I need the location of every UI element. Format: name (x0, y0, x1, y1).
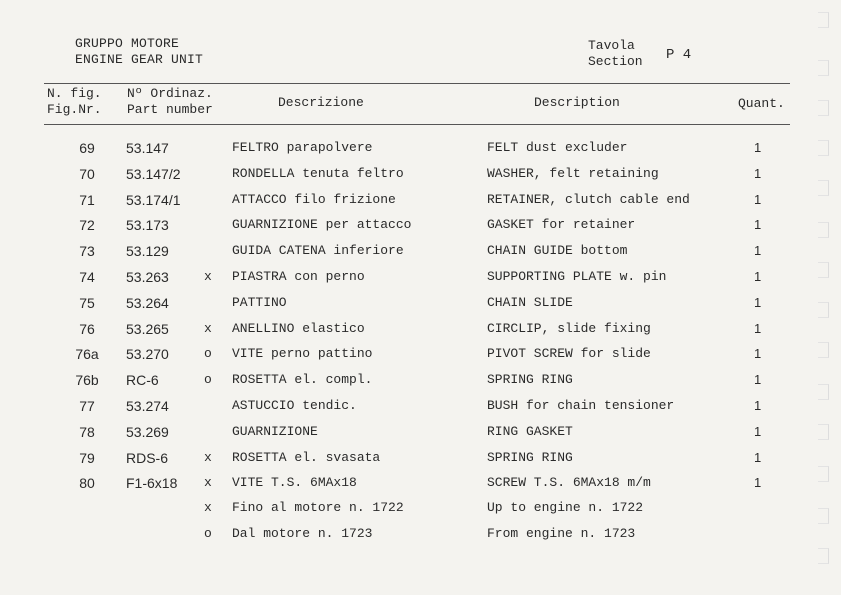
engine-range-notes (0, 497, 841, 549)
part-number: 53.274 (126, 397, 169, 414)
description-it: GUARNIZIONE (232, 423, 318, 439)
column-header-fig-en: Fig.Nr. (47, 102, 102, 117)
table-row (0, 342, 841, 368)
table-row (0, 394, 841, 420)
binder-mark (818, 180, 829, 196)
note-mark: o (204, 526, 212, 541)
description-it: ROSETTA el. svasata (232, 449, 381, 465)
part-number: F1-6x18 (126, 475, 178, 492)
quantity: 1 (754, 243, 762, 259)
fig-number: 77 (79, 397, 95, 414)
engine-range-mark: x (204, 320, 212, 336)
quantity: 1 (754, 191, 762, 207)
fig-number: 76 (79, 320, 95, 337)
fig-number: 76a (75, 346, 99, 363)
binder-mark (818, 384, 829, 400)
part-number: 53.173 (126, 217, 169, 234)
description-en: PIVOT SCREW for slide (487, 346, 651, 362)
fig-number: 72 (79, 217, 95, 234)
column-header-part-number (127, 86, 213, 118)
group-title-it: GRUPPO MOTORE (75, 36, 180, 51)
fig-number: 79 (79, 449, 95, 466)
quantity: 1 (754, 320, 762, 336)
binder-mark (818, 548, 829, 564)
binder-mark (818, 302, 829, 318)
quantity: 1 (754, 346, 762, 362)
engine-range-mark: x (204, 475, 212, 491)
binder-mark (818, 140, 829, 156)
table-row (0, 368, 841, 394)
fig-number: 74 (79, 268, 95, 285)
description-en: WASHER, felt retaining (487, 165, 659, 181)
description-it: PIASTRA con perno (232, 268, 365, 284)
description-it: VITE perno pattino (232, 346, 373, 362)
quantity: 1 (754, 423, 762, 439)
binder-mark (818, 508, 829, 524)
quantity: 1 (754, 217, 762, 233)
description-en: SUPPORTING PLATE w. pin (487, 268, 667, 284)
quantity: 1 (754, 475, 762, 491)
description-en: FELT dust excluder (487, 140, 628, 155)
group-title-en: ENGINE GEAR UNIT (75, 52, 204, 67)
table-row (0, 136, 841, 162)
part-number: 53.269 (126, 423, 169, 440)
quantity: 1 (754, 294, 762, 310)
header-rule-top (44, 83, 790, 84)
description-it: VITE T.S. 6MAx18 (232, 475, 357, 491)
group-title (75, 36, 203, 68)
binder-mark (818, 466, 829, 482)
description-en: RETAINER, clutch cable end (487, 191, 690, 207)
description-en: SPRING RING (487, 449, 573, 465)
fig-number: 80 (79, 475, 95, 492)
part-number: 53.263 (126, 268, 169, 285)
description-it: GUARNIZIONE per attacco (232, 217, 412, 233)
table-row (0, 265, 841, 291)
note-row (0, 523, 841, 549)
part-number: 53.265 (126, 320, 169, 337)
part-number: 53.147/2 (126, 165, 181, 182)
description-en: CHAIN GUIDE bottom (487, 243, 628, 259)
table-row (0, 162, 841, 188)
engine-range-mark: x (204, 268, 212, 284)
table-label-it: Tavola (588, 38, 635, 53)
description-it: ANELLINO elastico (232, 320, 365, 336)
part-number: 53.147 (126, 140, 169, 156)
description-en: CHAIN SLIDE (487, 294, 573, 310)
note-text-it: Fino al motore n. 1722 (232, 500, 404, 515)
description-it: GUIDA CATENA inferiore (232, 243, 404, 259)
part-number: RC-6 (126, 372, 159, 389)
part-number: 53.264 (126, 294, 169, 311)
engine-range-mark: o (204, 372, 212, 388)
fig-number: 78 (79, 423, 95, 440)
quantity: 1 (754, 449, 762, 465)
table-row (0, 291, 841, 317)
binder-mark (818, 60, 829, 76)
quantity: 1 (754, 140, 762, 155)
binder-mark (818, 12, 829, 28)
column-header-fig-it: N. fig. (47, 86, 102, 101)
binder-mark (818, 342, 829, 358)
engine-range-mark: o (204, 346, 212, 362)
column-header-fig (47, 86, 102, 118)
binder-mark (818, 100, 829, 116)
description-it: ATTACCO filo frizione (232, 191, 396, 207)
engine-range-mark: x (204, 449, 212, 465)
quantity: 1 (754, 268, 762, 284)
description-en: CIRCLIP, slide fixing (487, 320, 651, 336)
table-row (0, 188, 841, 214)
note-row (0, 497, 841, 523)
part-number: RDS-6 (126, 449, 169, 466)
description-en: SPRING RING (487, 372, 573, 388)
column-header-order-en: Part number (127, 102, 213, 117)
description-en: GASKET for retainer (487, 217, 636, 233)
description-en: BUSH for chain tensioner (487, 397, 675, 413)
note-text-en: Up to engine n. 1722 (487, 500, 644, 515)
parts-table (0, 136, 841, 497)
description-it: FELTRO parapolvere (232, 140, 373, 155)
note-text-en: From engine n. 1723 (487, 526, 636, 541)
description-it: ASTUCCIO tendic. (232, 397, 357, 413)
binder-mark (818, 424, 829, 440)
binder-mark (818, 222, 829, 238)
table-row (0, 471, 841, 497)
fig-number: 69 (79, 140, 95, 156)
column-header-quantity: Quant. (738, 96, 785, 111)
description-it: ROSETTA el. compl. (232, 372, 373, 388)
description-en: RING GASKET (487, 423, 573, 439)
description-it: PATTINO (232, 294, 287, 310)
table-row (0, 317, 841, 343)
table-number: P 4 (666, 47, 692, 63)
column-header-description: Description (534, 95, 620, 110)
header-rule-bottom (44, 124, 790, 125)
part-number: 53.129 (126, 243, 169, 260)
table-label (588, 38, 643, 70)
column-header-descrizione: Descrizione (278, 95, 364, 110)
note-mark: x (204, 500, 212, 515)
part-number: 53.174/1 (126, 191, 181, 208)
fig-number: 76b (75, 372, 99, 389)
fig-number: 71 (79, 191, 95, 208)
quantity: 1 (754, 372, 762, 388)
table-row (0, 239, 841, 265)
fig-number: 75 (79, 294, 95, 311)
fig-number: 70 (79, 165, 95, 182)
column-header-order-it: Nº Ordinaz. (127, 86, 213, 101)
table-row (0, 420, 841, 446)
description-it: RONDELLA tenuta feltro (232, 165, 404, 181)
fig-number: 73 (79, 243, 95, 260)
quantity: 1 (754, 165, 762, 181)
quantity: 1 (754, 397, 762, 413)
table-row (0, 446, 841, 472)
table-row (0, 213, 841, 239)
table-label-en: Section (588, 54, 643, 69)
part-number: 53.270 (126, 346, 169, 363)
note-text-it: Dal motore n. 1723 (232, 526, 373, 541)
binder-mark (818, 262, 829, 278)
description-en: SCREW T.S. 6MAx18 m/m (487, 475, 651, 491)
